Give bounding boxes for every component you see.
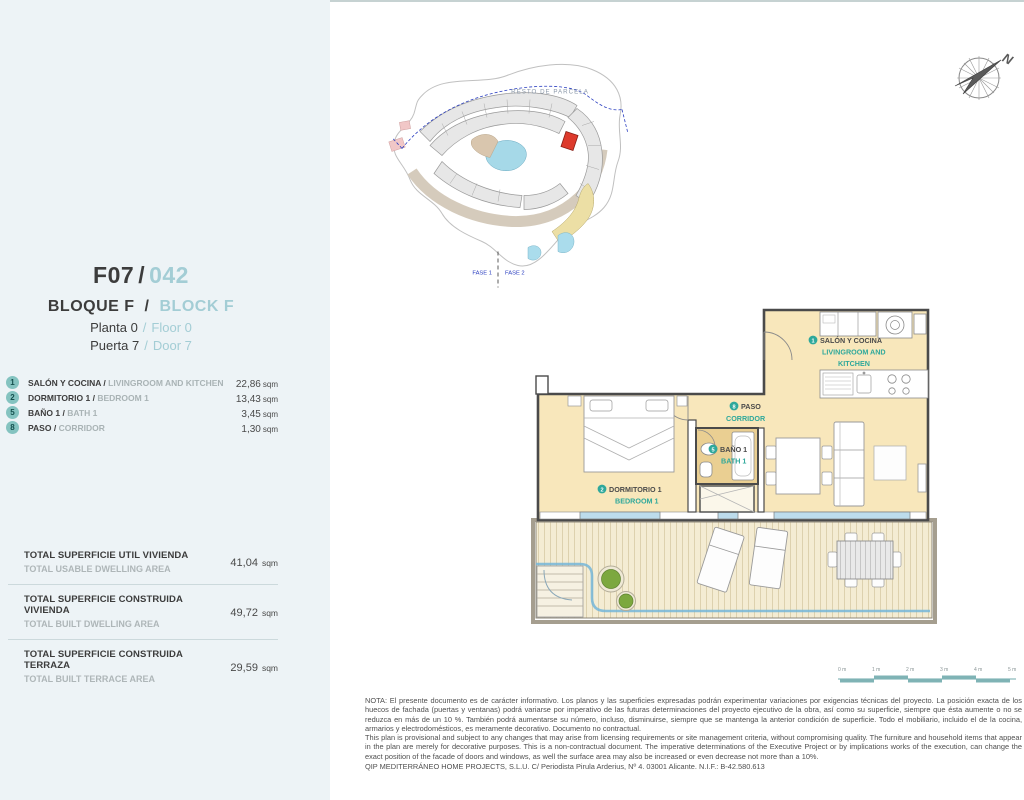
room-row: 5 BAÑO 1 / BATH 1 3,45 sqm xyxy=(4,405,278,420)
floor-plan xyxy=(520,300,940,640)
label-corridor-en: CORRIDOR xyxy=(726,414,766,423)
scale-label: 5 m xyxy=(1008,667,1017,673)
company-info: QIP MEDITERRÁNEO HOME PROJECTS, S.L.U. C/ Periodista Pirula Arderius, Nº 4. 03001 Alicante. N.I.F.: B-42.580.613 xyxy=(365,762,765,772)
unit-code: F07 xyxy=(93,262,135,288)
svg-text:5: 5 xyxy=(711,447,715,454)
top-rule xyxy=(278,0,1024,2)
scale-label: 1 m xyxy=(872,667,881,673)
disclaimer-es: NOTA: El presente documento es de carácter informativo. Los planos y las superficies expresadas podrán experimentar variaciones por exigencias técnicas del proyecto. La posición exacta de los huecos de fachada (puertas y ventanas) podrá variarse por imperativo de las futuras determinaciones del proyecto ejecutivo de la obra, así como su superficie, siempre que ésta aumente o no se reduzca en más de un 10 %. También podrá aumentarse su número, incluso, disminuirse, siempre que se mantenga la anterior condición de superficie. Todo el mobiliario, incluido el de la cocina, armarios y electrodomésticos, es meramente decorativo. Documento no contractual. xyxy=(365,696,1022,733)
door-es: Puerta 7 xyxy=(90,338,140,353)
label-livingroom-es: SALÓN Y COCINA xyxy=(820,336,883,345)
phase1-label: FASE 1 xyxy=(472,270,492,277)
room-name-en: BATH 1 xyxy=(67,407,98,418)
room-area-unit: sqm xyxy=(262,394,278,404)
floor-line: Planta 0 / Floor 0 xyxy=(90,320,192,335)
bed xyxy=(568,396,687,472)
total-value: 29,59 xyxy=(230,661,258,674)
room-row: 8 PASO / CORRIDOR 1,30 sqm xyxy=(4,420,278,435)
block-name-es: BLOQUE F xyxy=(47,298,135,315)
room-row: 2 DORMITORIO 1 / BEDROOM 1 13,43 sqm xyxy=(4,390,278,405)
parcel-label: RESTO DE PARCELA xyxy=(511,88,589,96)
total-unit: sqm xyxy=(261,662,278,673)
toilet xyxy=(700,462,712,477)
phase2-label: FASE 2 xyxy=(505,270,525,277)
terrace-stairs xyxy=(537,566,583,617)
bedroom-window xyxy=(580,512,660,519)
block-line: BLOQUE F / BLOCK F xyxy=(47,298,235,315)
floor-en: Floor 0 xyxy=(151,320,192,335)
door-en: Door 7 xyxy=(152,338,192,353)
room-name-en: LIVINGROOM AND KITCHEN xyxy=(108,377,224,388)
divider xyxy=(8,584,278,585)
room-name-en: CORRIDOR xyxy=(58,422,105,433)
label-bath-es: BAÑO 1 xyxy=(720,445,748,454)
total-built-terrace-area xyxy=(8,642,278,692)
floor-es: Planta 0 xyxy=(90,320,138,335)
compass-north-icon xyxy=(945,40,1020,110)
info-panel xyxy=(0,0,330,800)
label-bath-en: BATH 1 xyxy=(721,456,747,466)
total-unit: sqm xyxy=(261,558,278,568)
closet-window xyxy=(718,512,738,519)
terrace-plant xyxy=(617,592,636,611)
scale-label: 3 m xyxy=(940,667,949,673)
svg-text:8: 8 xyxy=(732,404,736,411)
block-name-en: BLOCK F xyxy=(159,298,235,315)
terrace-plant xyxy=(598,566,624,592)
room-area-unit: sqm xyxy=(262,424,278,434)
total-label-en: TOTAL USABLE DWELLING AREA xyxy=(24,564,171,574)
terrace-table xyxy=(828,533,901,587)
scale-bar xyxy=(836,662,1024,688)
kitchen-appliance xyxy=(914,314,926,334)
washing-machine xyxy=(878,312,912,338)
room-number-badge: 8 xyxy=(6,421,19,434)
door-line: Puerta 7 / Door 7 xyxy=(90,338,192,353)
room-number-badge: 5 xyxy=(6,406,19,419)
label-livingroom-en1: LIVINGROOM AND xyxy=(822,347,886,357)
tv-unit xyxy=(918,464,926,492)
room-number-badge: 1 xyxy=(6,376,19,389)
totals-section xyxy=(8,543,278,692)
site-plan xyxy=(372,52,657,295)
livingroom-window xyxy=(774,512,910,519)
sofa xyxy=(834,422,864,506)
total-label-es: TOTAL SUPERFICIE UTIL VIVIENDA xyxy=(24,550,189,561)
room-area-value: 3,45 xyxy=(241,408,261,420)
disclaimer-en: This plan is provisional and subject to any changes that may arise from licensing requirements or site management criteria, without compromising quality. The furniture and household items that appear in the plan are merely for decorative purposes. This is a non-contractual document. The imperative determinations of the Executive Project or by implications works of the execution, can change the exact position of the facade of doors and windows, as well the surface area may also be increased or even decrease not more than a 10%. xyxy=(365,733,1022,761)
north-letter: N xyxy=(999,49,1016,68)
label-bedroom-es: DORMITORIO 1 xyxy=(609,485,662,494)
total-usable-area xyxy=(8,543,278,582)
room-row: 1 SALÓN Y COCINA / LIVINGROOM AND KITCHEN 22,86 sqm xyxy=(4,375,278,390)
room-area-unit: sqm xyxy=(262,379,278,389)
total-unit: sqm xyxy=(261,607,278,618)
total-value: 41,04 xyxy=(230,557,258,569)
room-area-unit: sqm xyxy=(262,409,278,419)
wall-bedroom-bath xyxy=(688,420,696,512)
svg-text:1: 1 xyxy=(811,338,815,345)
room-name-es: SALÓN Y COCINA xyxy=(28,377,102,388)
scale-label: 2 m xyxy=(906,667,915,673)
unit-number: 042 xyxy=(149,262,189,288)
scale-label: 0 m xyxy=(838,667,847,673)
room-area-value: 13,43 xyxy=(235,393,261,405)
room-name-es: PASO xyxy=(28,422,52,433)
room-name-es: BAÑO 1 xyxy=(28,407,61,418)
disclaimer xyxy=(365,696,1022,771)
total-label-es: TOTAL SUPERFICIE CONSTRUIDA VIVIENDA xyxy=(24,594,183,616)
divider xyxy=(8,639,278,640)
unit-separator: / xyxy=(138,262,146,288)
scale-segments xyxy=(840,676,1010,683)
rug xyxy=(874,446,906,480)
total-label-en: TOTAL BUILT TERRACE AREA xyxy=(24,674,155,684)
unit-header xyxy=(16,262,266,353)
total-label-en: TOTAL BUILT DWELLING AREA xyxy=(24,619,160,629)
label-livingroom-en2: KITCHEN xyxy=(838,359,870,368)
scale-label: 4 m xyxy=(974,667,983,673)
kitchen-counter xyxy=(820,370,928,398)
label-corridor-es: PASO xyxy=(741,402,761,411)
total-built-dwelling-area xyxy=(8,587,278,637)
room-number-badge: 2 xyxy=(6,391,19,404)
wall-stub xyxy=(536,376,548,394)
shower-closet xyxy=(700,486,754,512)
total-value: 49,72 xyxy=(230,606,258,619)
kitchen-upper-cabinet xyxy=(820,312,876,336)
room-area-value: 22,86 xyxy=(235,378,261,390)
room-list xyxy=(4,375,278,435)
total-label-es: TOTAL SUPERFICIE CONSTRUIDA TERRAZA xyxy=(24,649,183,671)
terrace xyxy=(533,520,935,622)
room-name-es: DORMITORIO 1 xyxy=(28,392,91,403)
room-name-en: BEDROOM 1 xyxy=(97,392,149,403)
unit-title xyxy=(16,262,266,289)
label-bedroom-en: BEDROOM 1 xyxy=(615,496,659,506)
room-area-value: 1,30 xyxy=(241,423,261,435)
svg-text:2: 2 xyxy=(600,487,604,494)
